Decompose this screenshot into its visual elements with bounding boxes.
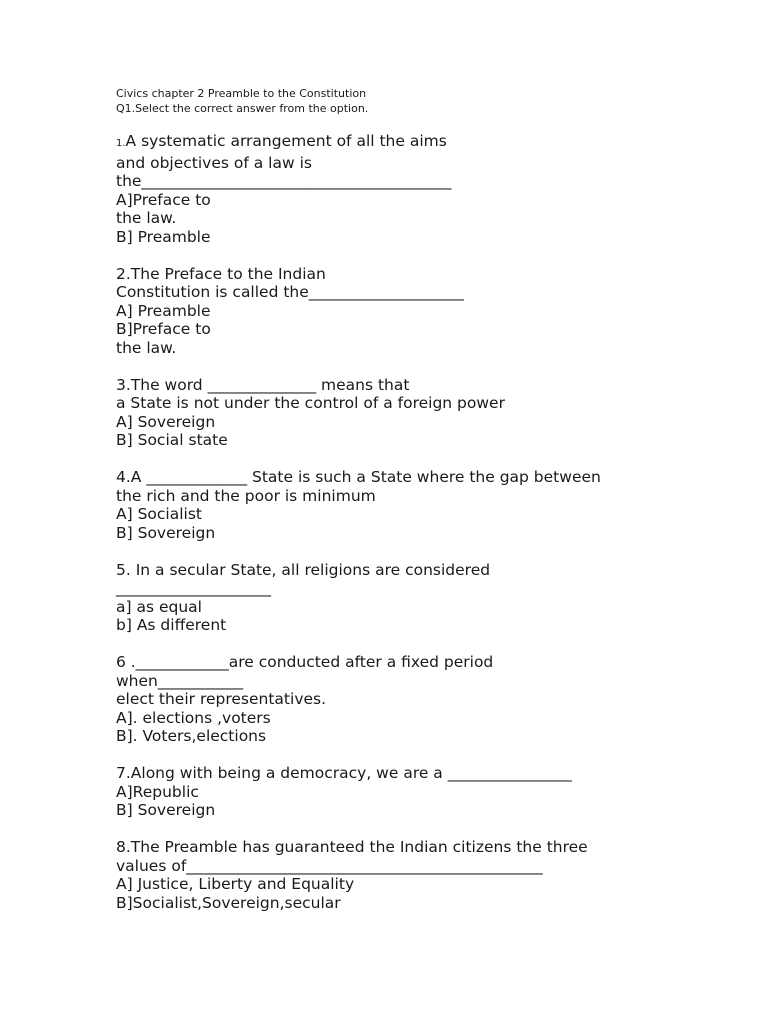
question-line: 5. In a secular State, all religions are considered [116,560,491,579]
option-b: B] Sovereign [116,801,216,819]
question-line: a State is not under the control of a foreign power [116,394,505,412]
option-a: A] Preamble [116,301,211,320]
option-b: B]Preface to [116,320,211,338]
option-a: A] Sovereign [116,412,216,431]
question-6 [116,653,736,746]
question-line: 3.The word ______________ means that [116,375,410,394]
question-7 [116,764,736,820]
document-title: Civics chapter 2 Preamble to the Constitution [116,87,367,100]
option-a: A]Preface to [116,190,211,209]
option-b: B] Social state [116,431,228,449]
document-page [116,86,736,931]
option-a: a] as equal [116,597,202,616]
option-line: the law. [116,209,177,227]
option-b: B] Preamble [116,227,211,246]
option-b: B]Socialist,Sovereign,secular [116,893,341,912]
question-line: elect their representatives. [116,690,327,708]
question-line: the________________________________________ [116,172,452,190]
question-5 [116,561,736,635]
option-a: A] Justice, Liberty and Equality [116,875,355,893]
question-line: A systematic arrangement of all the aims [125,132,447,150]
question-line: 7.Along with being a democracy, we are a ________________ [116,764,572,782]
question-line: values of______________________________________________ [116,856,543,875]
question-line: when___________ [116,671,244,690]
question-number: 1. [116,138,126,149]
question-2 [116,265,736,358]
instruction-text: Q1.Select the correct answer from the option. [116,102,369,115]
question-line: and objectives of a law is [116,153,312,172]
question-line: Constitution is called the____________________ [116,283,464,301]
question-3 [116,376,736,450]
question-4 [116,468,736,542]
option-line: the law. [116,338,177,357]
option-b: B]. Voters,elections [116,727,267,745]
option-b: b] As different [116,616,227,634]
option-a: A] Socialist [116,505,202,523]
option-a: A]Republic [116,782,199,801]
question-1 [116,132,736,246]
question-line: 6 .____________are conducted after a fixed period [116,653,494,671]
question-line: the rich and the poor is minimum [116,486,376,505]
option-b: B] Sovereign [116,523,216,542]
question-8 [116,838,736,912]
question-line: 2.The Preface to the Indian [116,264,326,283]
question-line: 8.The Preamble has guaranteed the Indian citizens the three [116,838,588,856]
option-a: A]. elections ,voters [116,708,271,727]
question-line: 4.A _____________ State is such a State where the gap between [116,468,601,486]
question-list [116,132,736,912]
answer-blank: ____________________ [116,579,271,597]
